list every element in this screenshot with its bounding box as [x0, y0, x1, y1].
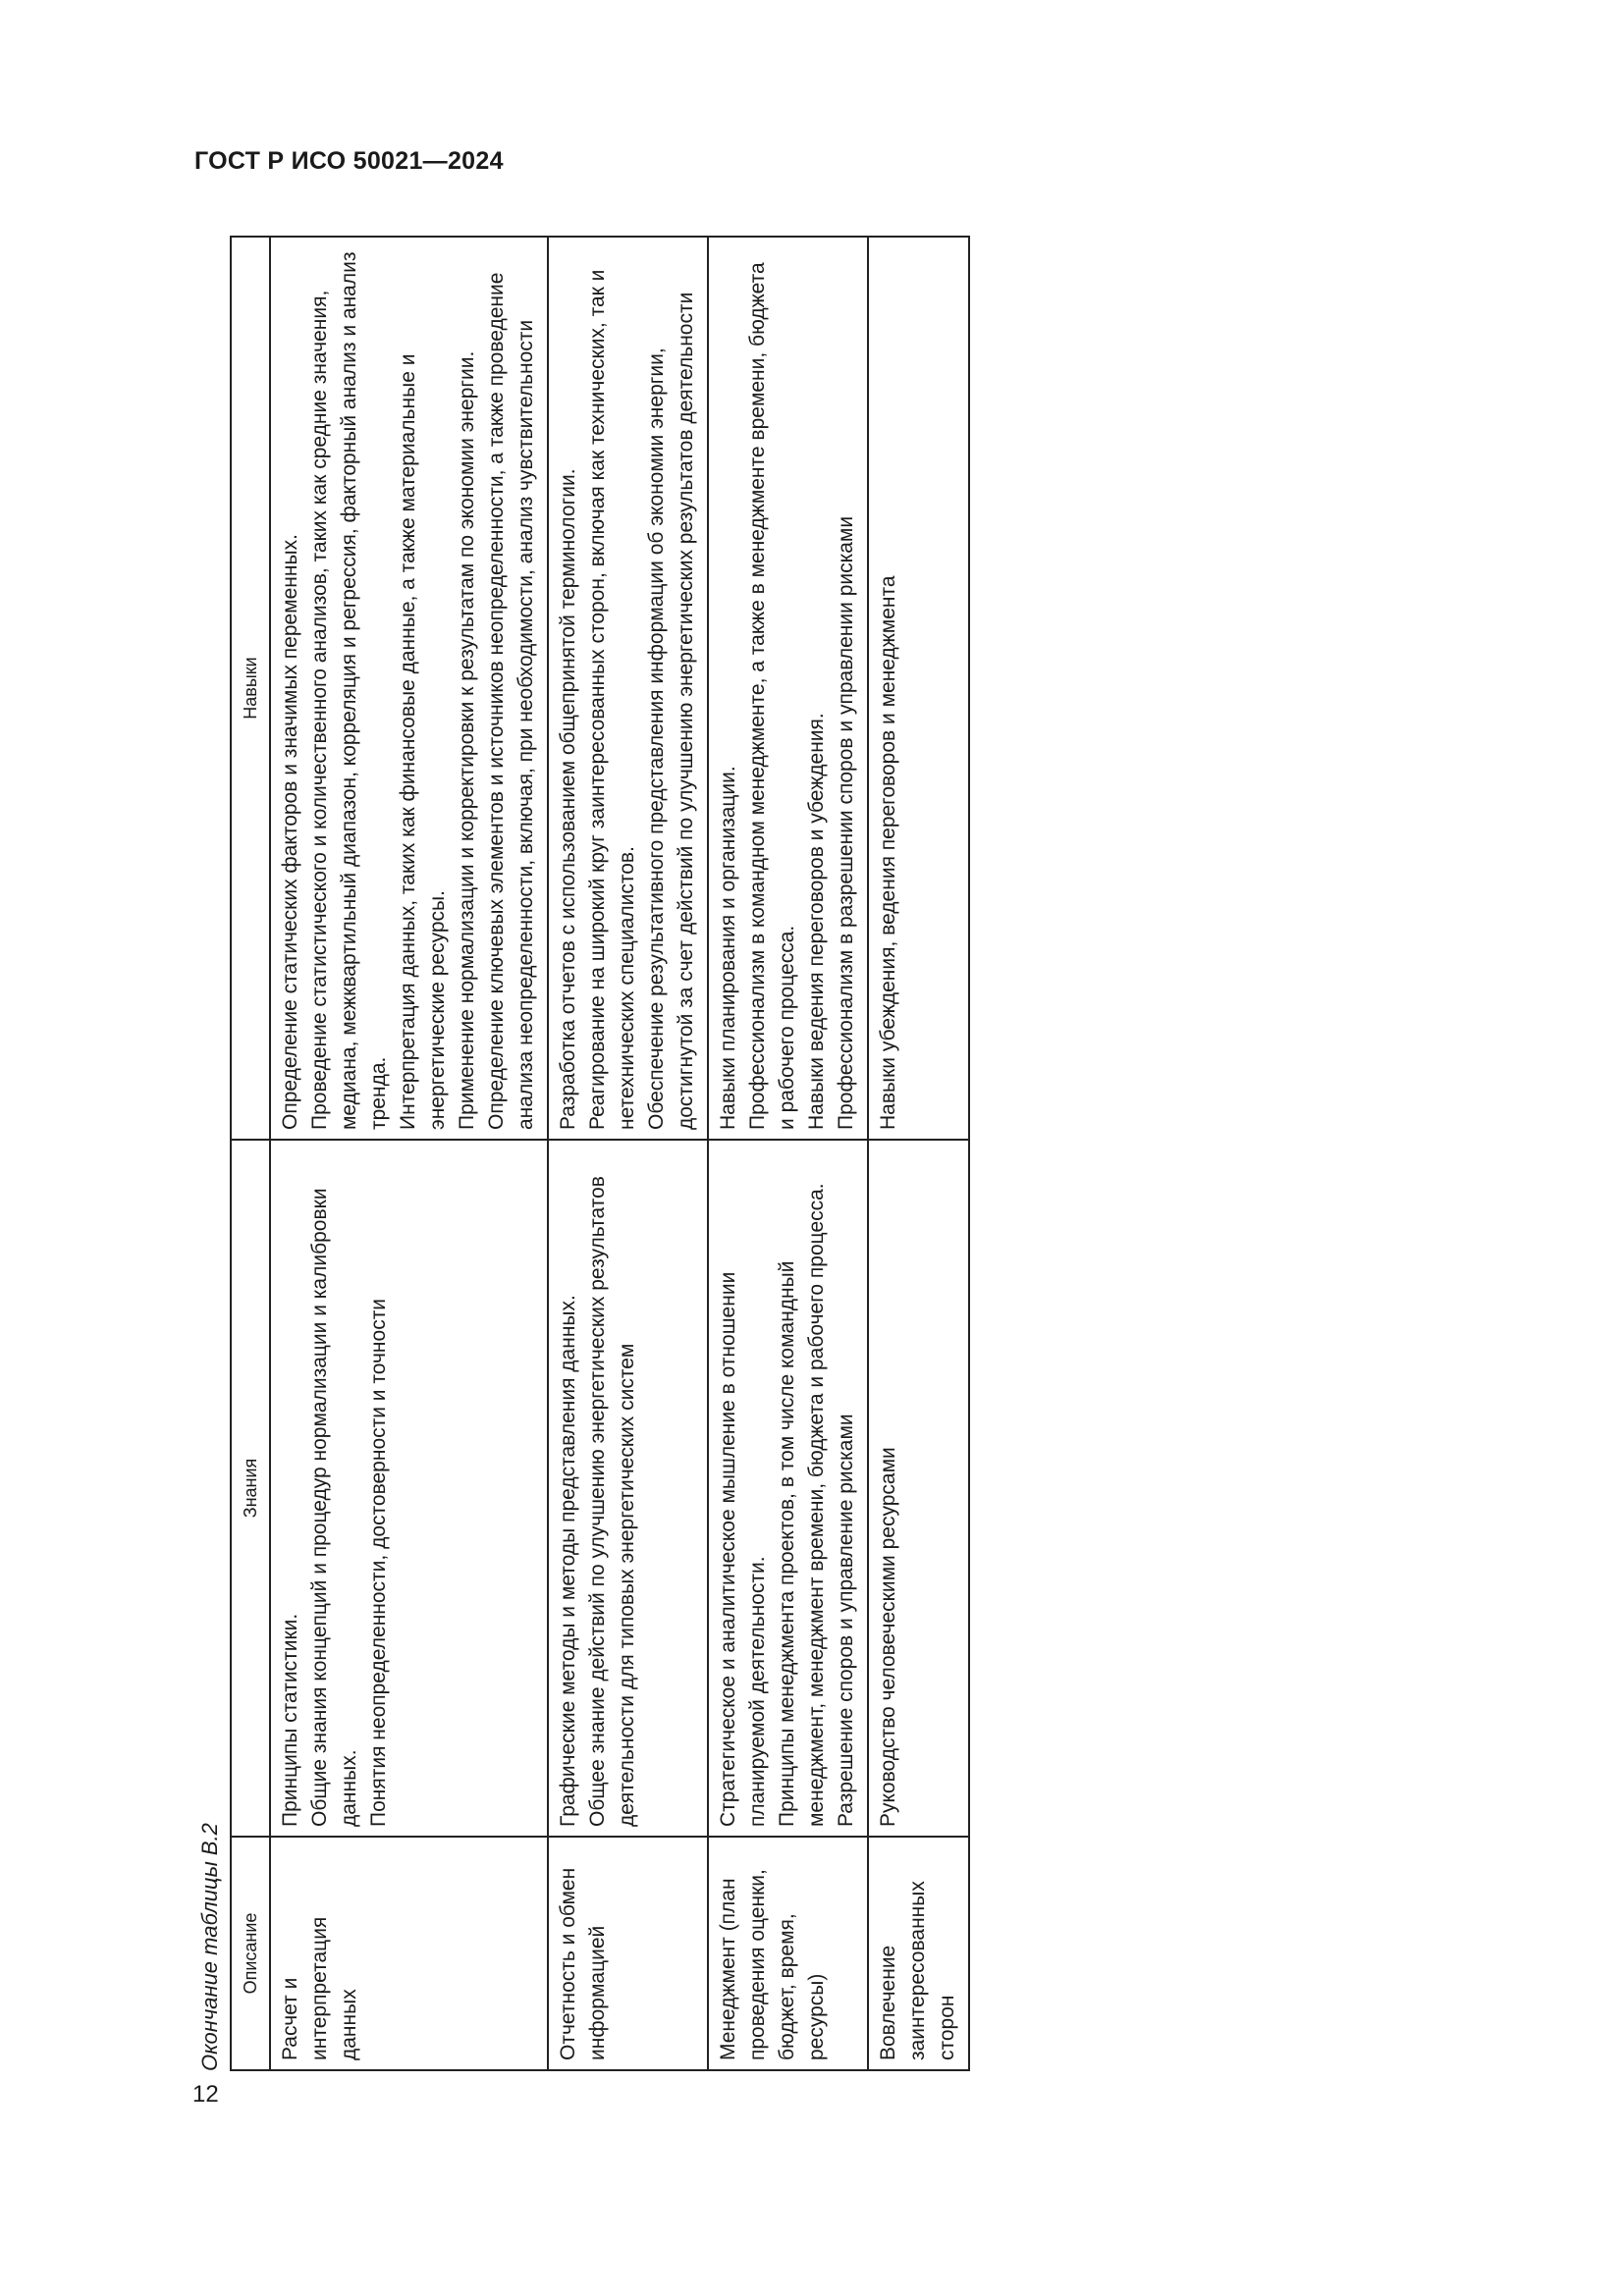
knowledge-item: Общее знание действий по улучшению энергетических результатов деятельности для типовых энергетических систем [586, 1176, 638, 1827]
table-row [548, 237, 708, 2070]
column-header-description: Описание [231, 1837, 270, 2070]
description-cell: Расчет и интерпретация данных [270, 1837, 548, 2070]
description-cell: Вовлечение заинтересованных сторон [868, 1837, 969, 2070]
column-header-knowledge: Знания [231, 1140, 270, 1837]
knowledge-item: Принципы менеджмента проектов, в том числе командный менеджмент, менеджмент времени, бюджета и рабочего процесса. [776, 1183, 828, 1827]
skill-item: Обеспечение результативного представления информации об экономии энергии, достигнутой за счет действий по улучшению энергетических результатов деятельности [645, 292, 697, 1130]
skills-cell [868, 237, 969, 1140]
skills-cell [548, 237, 708, 1140]
table-row [270, 237, 548, 2070]
knowledge-cell [708, 1140, 868, 1837]
skill-item: Реагирование на широкий круг заинтересованных сторон, включая как технических, так и нетехнических специалистов. [586, 269, 638, 1130]
knowledge-cell [548, 1140, 708, 1837]
knowledge-item: Руководство человеческими ресурсами [877, 1447, 899, 1827]
skill-item: Определение ключевых элементов и источников неопределенности, а также проведение анализа неопределенности, включая, при необходимости, анализ чувствительности [485, 272, 537, 1130]
description-cell: Менеджмент (план проведения оценки, бюджет, время, ресурсы) [708, 1837, 868, 2070]
description-cell: Отчетность и обмен информацией [548, 1837, 708, 2070]
skill-item: Применение нормализации и корректировки к результатам по экономии энергии. [456, 350, 478, 1130]
competence-table [230, 236, 970, 2071]
skill-item: Навыки ведения переговоров и убеждения. [805, 713, 828, 1130]
knowledge-item: Принципы статистики. [279, 1613, 301, 1827]
knowledge-item: Разрешение споров и управление рисками [835, 1414, 857, 1827]
skill-item: Интерпретация данных, таких как финансовые данные, а также материальные и энергетические ресурсы. [397, 353, 449, 1130]
table-header-row [231, 237, 270, 2070]
skill-item: Профессионализм в разрешении споров и управлении рисками [835, 515, 857, 1130]
skill-item: Проведение статистического и количественного анализов, таких как средние значения, медиана, межквартильный диапазон, корреляция и регрессия, факторный анализ и анализ тренда. [308, 251, 390, 1130]
knowledge-cell [270, 1140, 548, 1837]
table-caption: Окончание таблицы В.2 [197, 1823, 222, 2071]
rotated-table-block [192, 236, 1227, 2071]
knowledge-item: Стратегическое и аналитическое мышление в отношении планируемой деятельности. [717, 1271, 769, 1827]
skill-item: Навыки планирования и организации. [717, 766, 739, 1130]
document-header: ГОСТ Р ИСО 50021—2024 [194, 147, 504, 175]
knowledge-item: Понятия неопределенности, достоверности и точности [367, 1298, 390, 1827]
knowledge-item: Графические методы и методы представления данных. [557, 1295, 579, 1827]
page-number: 12 [192, 2081, 219, 2108]
skill-item: Навыки убеждения, ведения переговоров и менеджмента [877, 575, 899, 1130]
skill-item: Профессионализм в командном менеджменте, а также в менеджменте времени, бюджета и рабочего процесса. [746, 262, 798, 1130]
skills-cell [270, 237, 548, 1140]
column-header-skills: Навыки [231, 237, 270, 1140]
skills-cell [708, 237, 868, 1140]
knowledge-item: Общие знания концепций и процедур нормализации и калибровки данных. [308, 1188, 360, 1827]
table-row [868, 237, 969, 2070]
knowledge-cell [868, 1140, 969, 1837]
table-row [708, 237, 868, 2070]
skill-item: Разработка отчетов с использованием общепринятой терминологии. [557, 468, 579, 1130]
skill-item: Определение статических факторов и значимых переменных. [279, 534, 301, 1130]
